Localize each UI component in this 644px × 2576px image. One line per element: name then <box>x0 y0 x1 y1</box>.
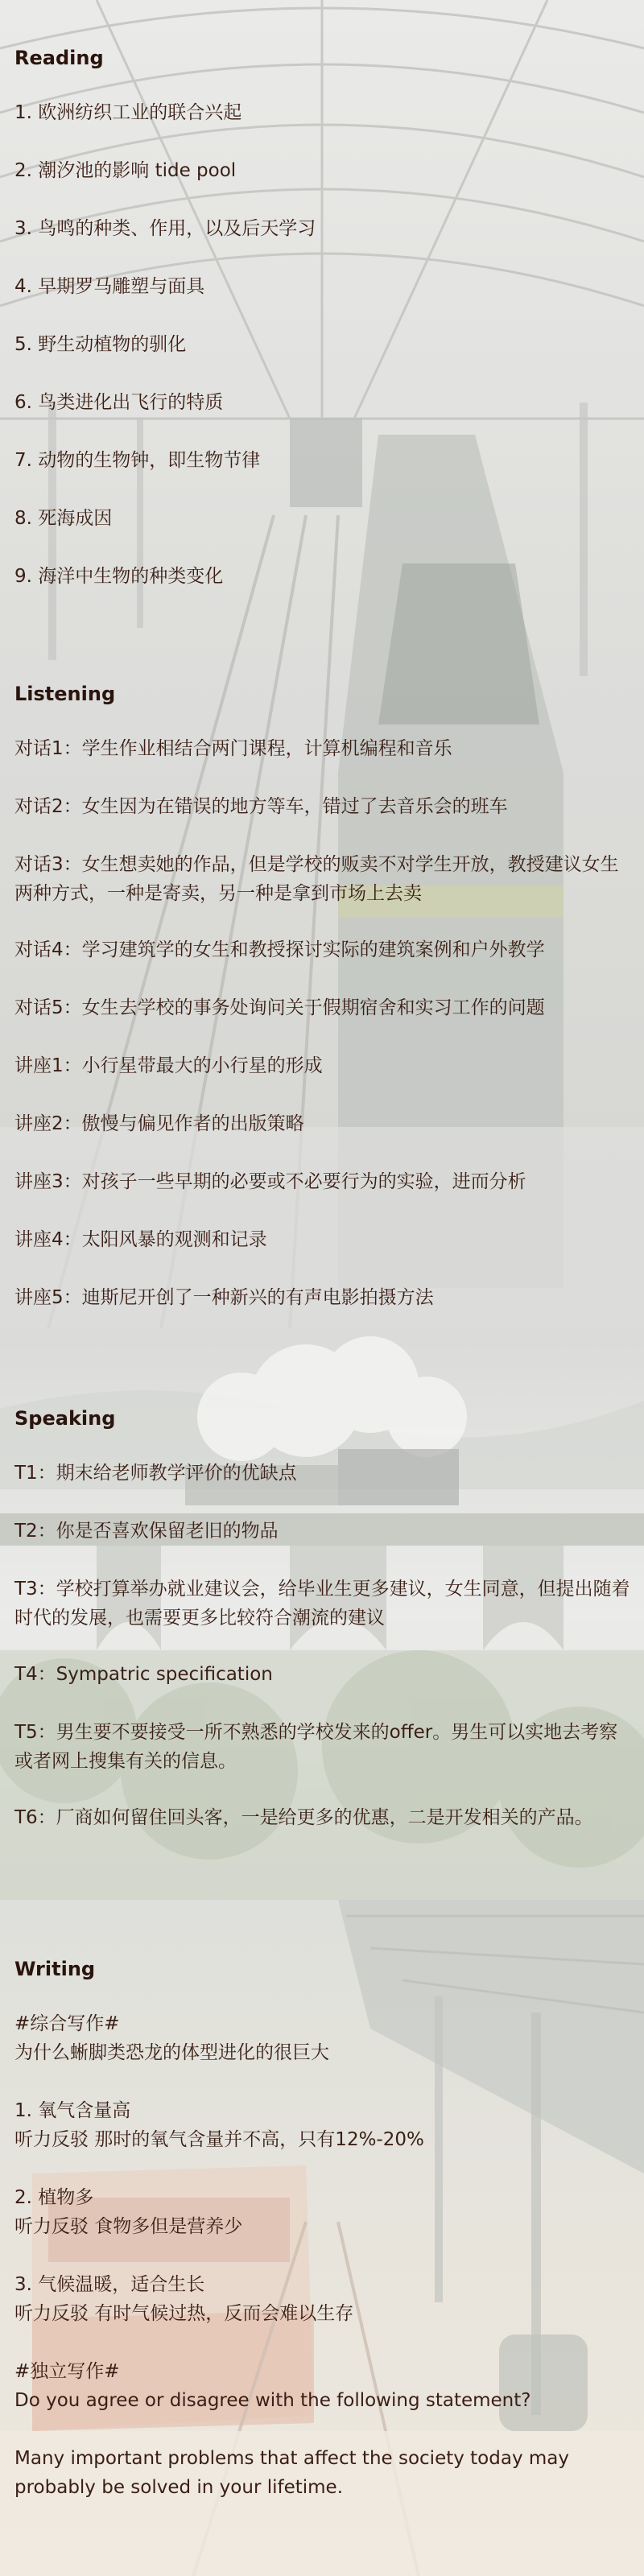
writing-point-title: 1. 氧气含量高 <box>14 2100 131 2121</box>
writing-point-rebuttal: 听力反驳 食物多但是营养少 <box>14 2216 243 2237</box>
reading-item: 5. 野生动植物的驯化 <box>14 334 187 355</box>
writing-point-rebuttal: 听力反驳 有时气候过热，反而会难以生存 <box>14 2303 354 2324</box>
independent-writing-tag: #独立写作# <box>14 2361 120 2382</box>
reading-item: 3. 鸟鸣的种类、作用，以及后天学习 <box>14 218 316 239</box>
listening-item: 对话5：女生去学校的事务处询问关于假期宿舍和实习工作的问题 <box>14 997 545 1018</box>
listening-item: 对话1：学生作业相结合两门课程，计算机编程和音乐 <box>14 738 452 759</box>
listening-item: 对话4：学习建筑学的女生和教授探讨实际的建筑案例和户外教学 <box>14 939 545 960</box>
listening-item: 讲座1：小行星带最大的小行星的形成 <box>14 1055 323 1076</box>
speaking-item: T5：男生要不要接受一所不熟悉的学校发来的offer。男生可以实地去考察或者网上搜集有关的信息。 <box>14 1722 618 1772</box>
listening-item: 对话3：女生想卖她的作品，但是学校的贩卖不对学生开放，教授建议女生两种方式，一种是寄卖，另一种是拿到市场上去卖 <box>14 854 619 904</box>
reading-item: 6. 鸟类进化出飞行的特质 <box>14 392 224 413</box>
writing-point-title: 2. 植物多 <box>14 2187 94 2208</box>
listening-item: 讲座2：傲慢与偏见作者的出版策略 <box>14 1113 304 1134</box>
reading-item: 1. 欧洲纺织工业的联合兴起 <box>14 102 242 123</box>
listening-item: 讲座4：太阳风暴的观测和记录 <box>14 1229 267 1250</box>
listening-item: 讲座3：对孩子一些早期的必要或不必要行为的实验，进而分析 <box>14 1171 526 1192</box>
integrated-writing-tag: #综合写作# <box>14 2013 120 2034</box>
reading-item: 9. 海洋中生物的种类变化 <box>14 566 224 587</box>
listening-section <box>14 679 634 1341</box>
reading-heading: Reading <box>14 47 104 69</box>
writing-heading: Writing <box>14 1958 96 1980</box>
writing-point-rebuttal: 听力反驳 那时的氧气含量并不高，只有12%-20% <box>14 2129 424 2150</box>
speaking-item: T1：期末给老师教学评价的优缺点 <box>14 1463 297 1484</box>
speaking-section <box>14 1404 634 1860</box>
independent-writing-statement: Many important problems that affect the society today may probably be solved in your lifetime. <box>14 2448 569 2498</box>
integrated-writing-topic: 为什么蜥脚类恐龙的体型进化的很巨大 <box>14 2042 329 2063</box>
speaking-heading: Speaking <box>14 1407 116 1430</box>
reading-item: 7. 动物的生物钟，即生物节律 <box>14 450 261 471</box>
writing-section <box>14 1955 634 2502</box>
listening-item: 讲座5：迪斯尼开创了一种新兴的有声电影拍摄方法 <box>14 1287 434 1308</box>
reading-section <box>14 43 634 620</box>
listening-item: 对话2：女生因为在错误的地方等车，错过了去音乐会的班车 <box>14 796 508 817</box>
speaking-item: T6：厂商如何留住回头客，一是给更多的优惠，二是开发相关的产品。 <box>14 1807 593 1828</box>
speaking-item: T3：学校打算举办就业建议会，给毕业生更多建议，女生同意，但提出随着时代的发展，也需要更多比较符合潮流的建议 <box>14 1579 630 1629</box>
reading-item: 8. 死海成因 <box>14 508 113 529</box>
reading-item: 4. 早期罗马雕塑与面具 <box>14 276 205 297</box>
writing-point-title: 3. 气候温暖，适合生长 <box>14 2274 205 2295</box>
speaking-item: T2：你是否喜欢保留老旧的物品 <box>14 1521 279 1542</box>
listening-heading: Listening <box>14 683 116 705</box>
independent-writing-question: Do you agree or disagree with the following statement? <box>14 2390 531 2411</box>
speaking-item: T4：Sympatric specification <box>14 1664 273 1685</box>
reading-item: 2. 潮汐池的影响 tide pool <box>14 160 237 181</box>
